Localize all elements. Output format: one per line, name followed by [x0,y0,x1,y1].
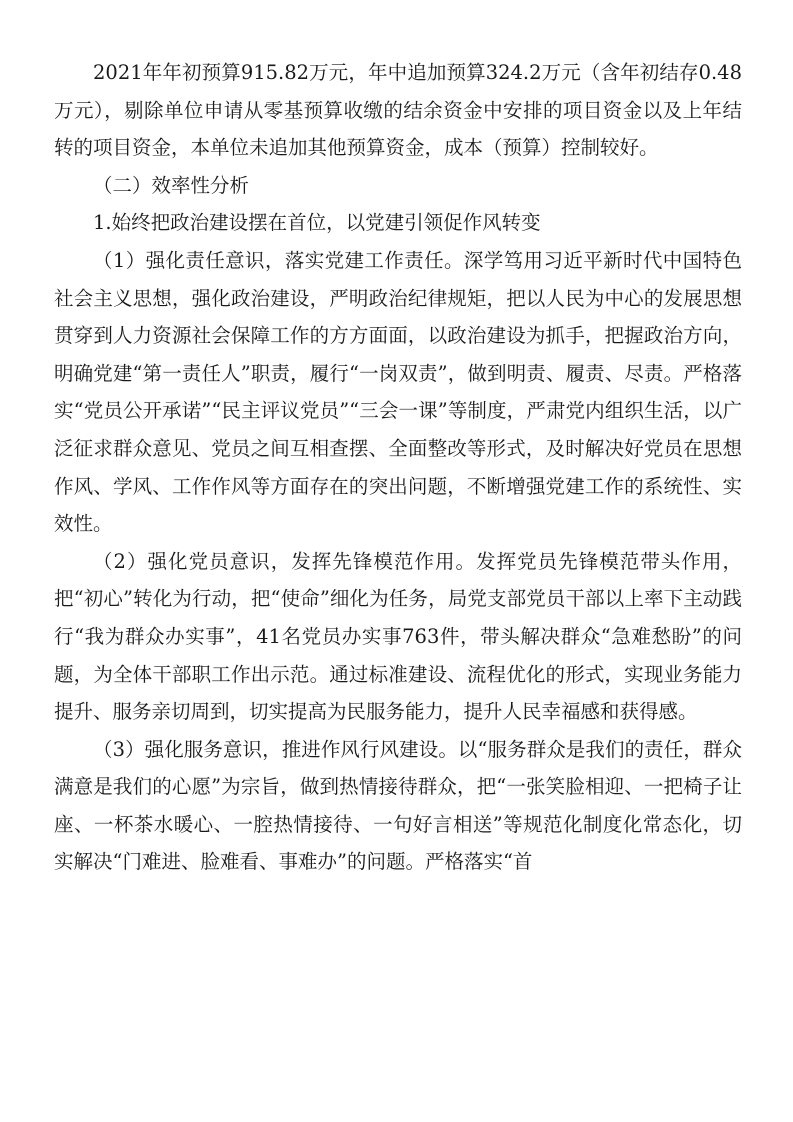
document-body [54,54,742,881]
paragraph-budget: 2021年年初预算915.82万元，年中追加预算324.2万元（含年初结存0.48万元），剔除单位申请从零基预算收缴的结余资金中安排的项目资金以及上年结转的项目资金，本单位未追加其他预算资金，成本（预算）控制较好。 [54,61,742,160]
paragraph-responsibility: （1）强化责任意识，落实党建工作责任。深学笃用习近平新时代中国特色社会主义思想，强化政治建设，严明政治纪律规矩，把以人民为中心的发展思想贯穿到人力资源社会保障工作的方方面面，以政治建设为抓手，把握政治方向，明确党建“第一责任人”职责，履行“一岗双责”，做到明责、履责、尽责。严格落实“党员公开承诺”“民主评议党员”“三会一课”等制度，严肃党内组织生活，以广泛征求群众意见、党员之间互相查摆、全面整改等形式，及时解决好党员在思想作风、学风、工作作风等方面存在的突出问题，不断增强党建工作的系统性、实效性。 [54,248,742,536]
section-heading-efficiency: （二）效率性分析 [93,173,250,197]
paragraph-party-member: （2）强化党员意识，发挥先锋模范作用。发挥党员先锋模范带头作用，把“初心”转化为行动，把“使命”细化为任务，局党支部党员干部以上率下主动践行“我为群众办实事”，41名党员办实事763件，带头解决群众“急难愁盼”的问题，为全体干部职工作出示范。通过标准建设、流程优化的形式，实现业务能力提升、服务亲切周到，切实提高为民服务能力，提升人民幸福感和获得感。 [54,549,742,724]
paragraph-service: （3）强化服务意识，推进作风行风建设。以“服务群众是我们的责任，群众满意是我们的心愿”为宗旨，做到热情接待群众，把“一张笑脸相迎、一把椅子让座、一杯茶水暖心、一腔热情接待、一句好言相送”等规范化制度化常态化，切实解决“门难进、脸难看、事难办”的问题。严格落实“首 [54,737,742,874]
subsection-heading-political: 1.始终把政治建设摆在首位，以党建引领促作风转变 [93,211,541,235]
